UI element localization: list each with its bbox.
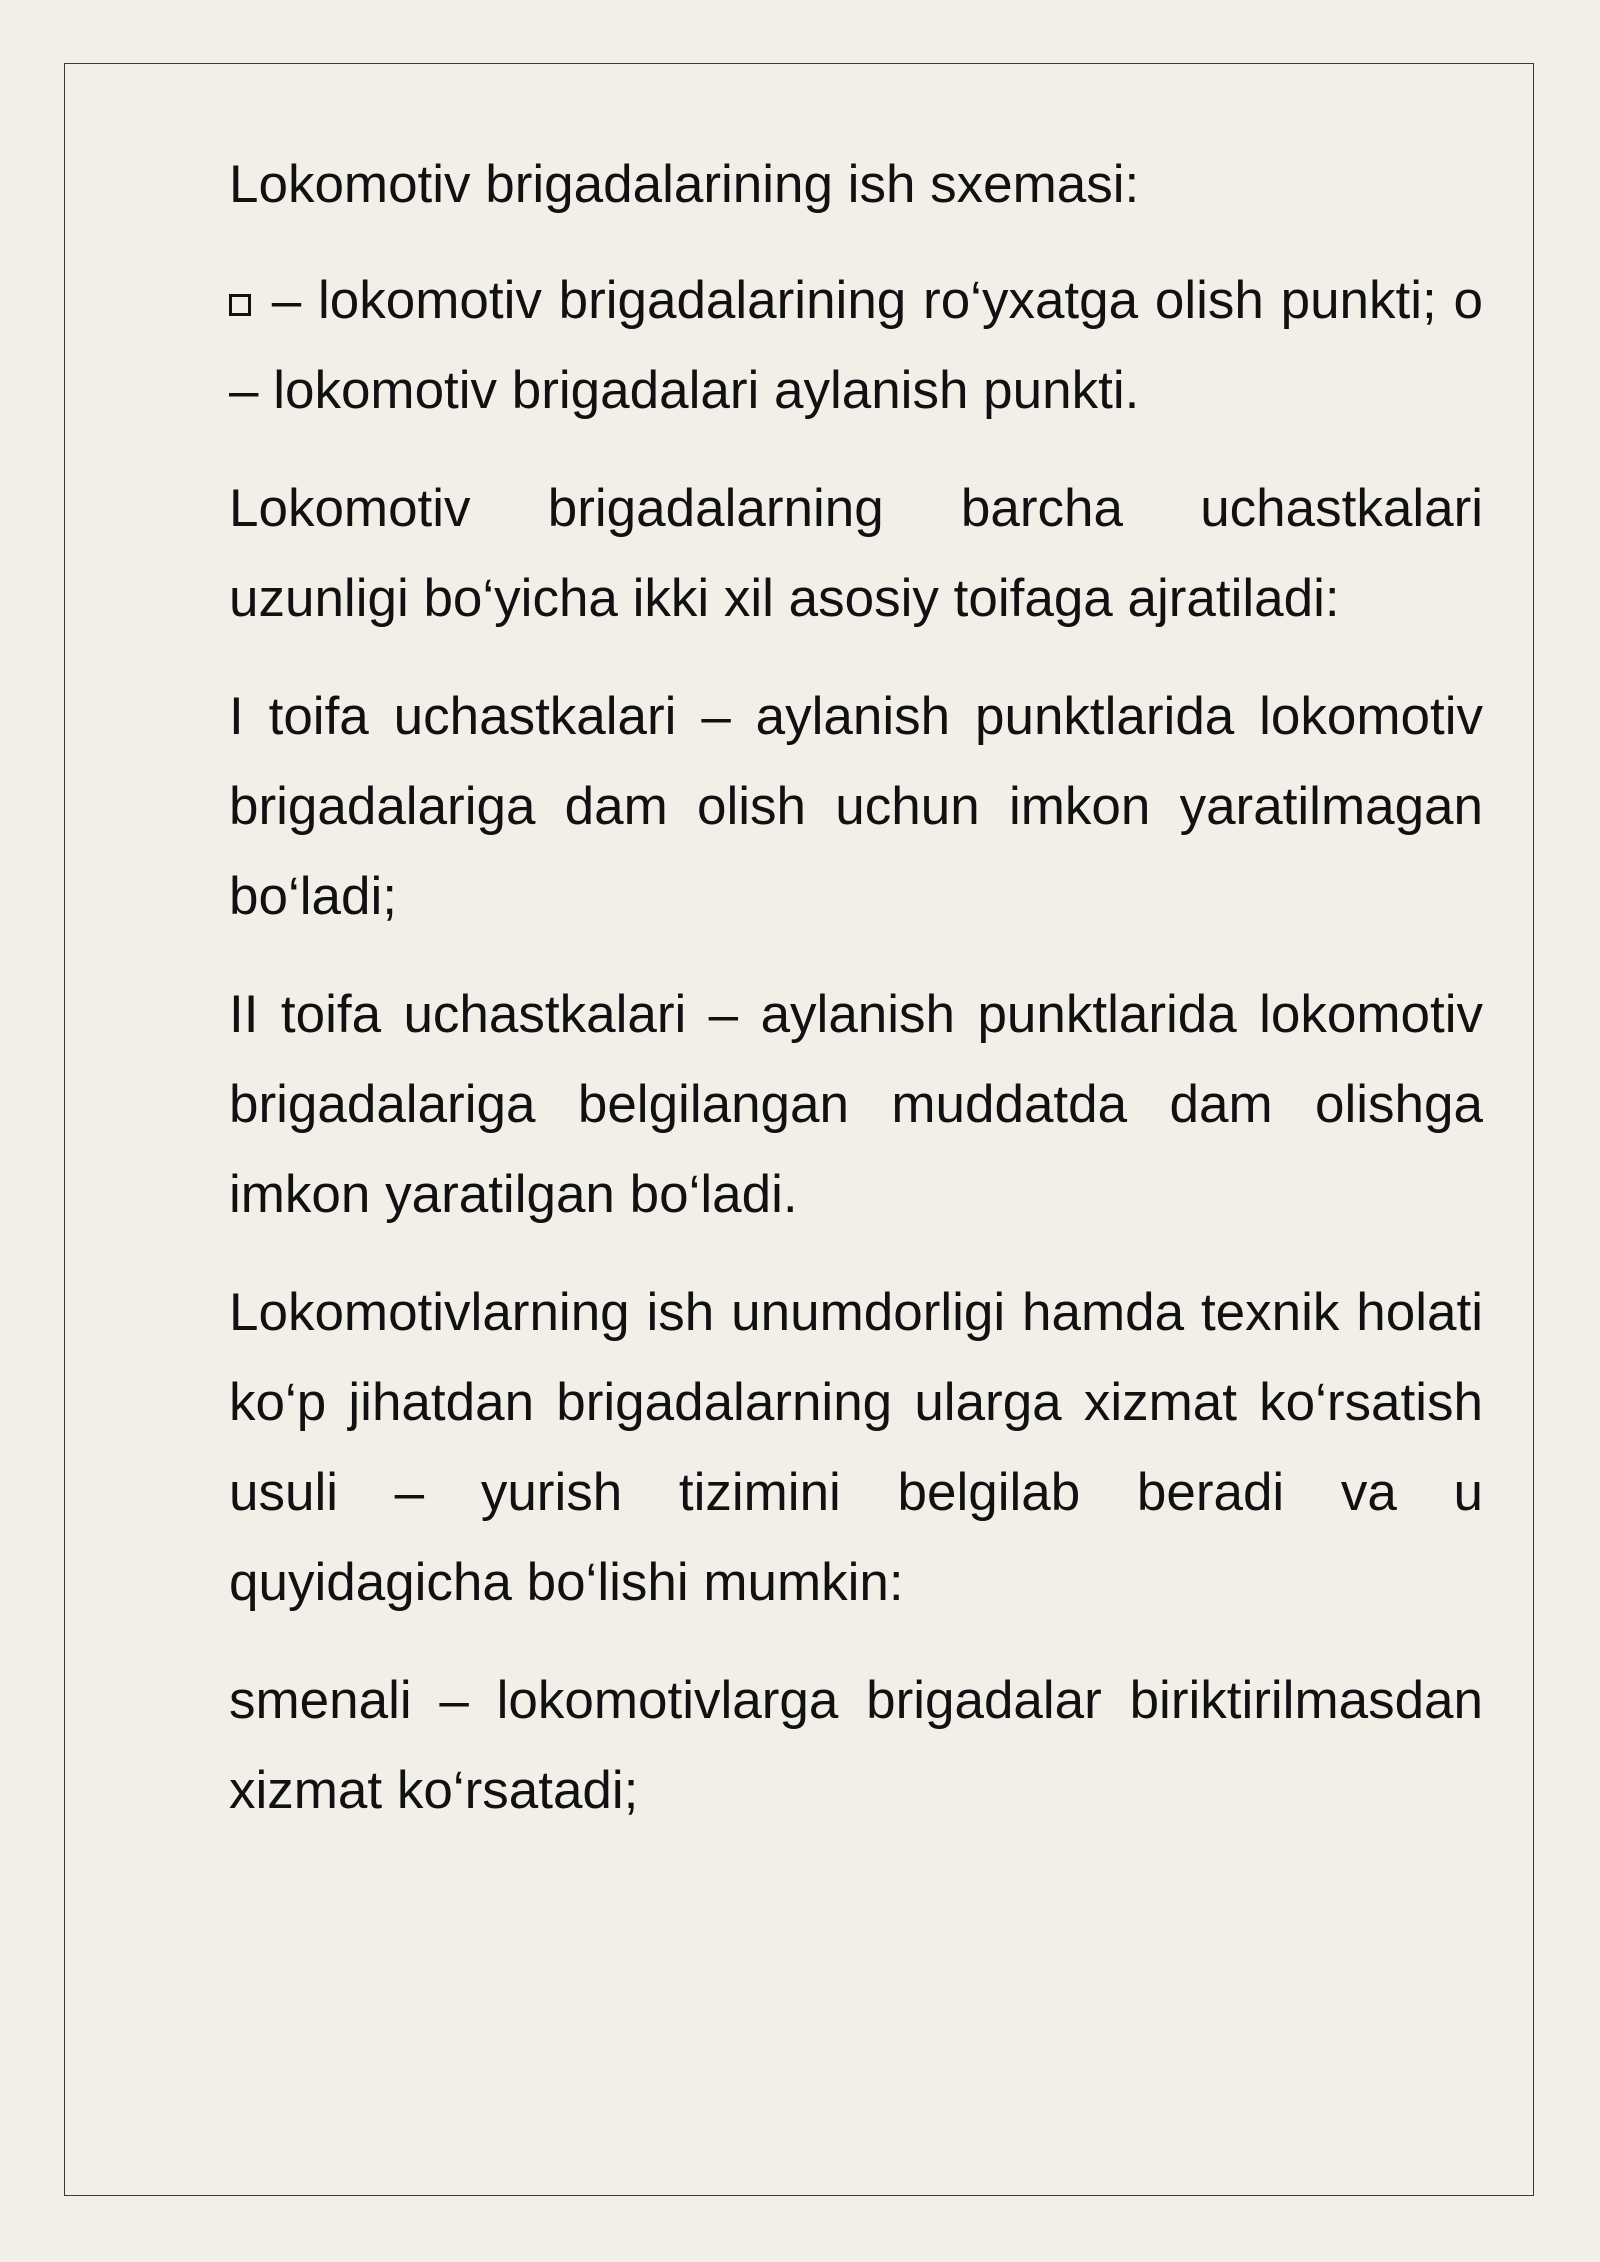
paragraph-legend [229, 256, 1483, 436]
paragraph-productivity: Lokomotivlarning ish unumdorligi hamda texnik holati ko‘p jihatdan brigadalarning ularga xizmat ko‘rsatish usuli – yurish tizimini belgilab beradi va u quyidagicha bo‘lishi mumkin: [229, 1283, 1483, 1612]
paragraph-category-1: I toifa uchastkalari – aylanish punktlarida lokomotiv brigadalariga dam olish uchun imkon yaratilmagan bo‘ladi; [229, 687, 1483, 926]
paragraph-legend-text: – lokomotiv brigadalarining ro‘yxatga olish punkti; o – lokomotiv brigadalari aylanish punkti. [229, 271, 1483, 420]
paragraph-category-2: II toifa uchastkalari – aylanish punktlarida lokomotiv brigadalariga belgilangan muddatda dam olishga imkon yaratilgan bo‘ladi. [229, 985, 1483, 1224]
document-body [229, 140, 1483, 1864]
square-icon [229, 294, 251, 316]
paragraph-heading: Lokomotiv brigadalarining ish sxemasi: [229, 155, 1140, 214]
paragraph-shift: smenali – lokomotivlarga brigadalar biriktirilmasdan xizmat ko‘rsatadi; [229, 1671, 1483, 1820]
paragraph-categories: Lokomotiv brigadalarning barcha uchastkalari uzunligi bo‘yicha ikki xil asosiy toifaga ajratiladi: [229, 479, 1483, 628]
